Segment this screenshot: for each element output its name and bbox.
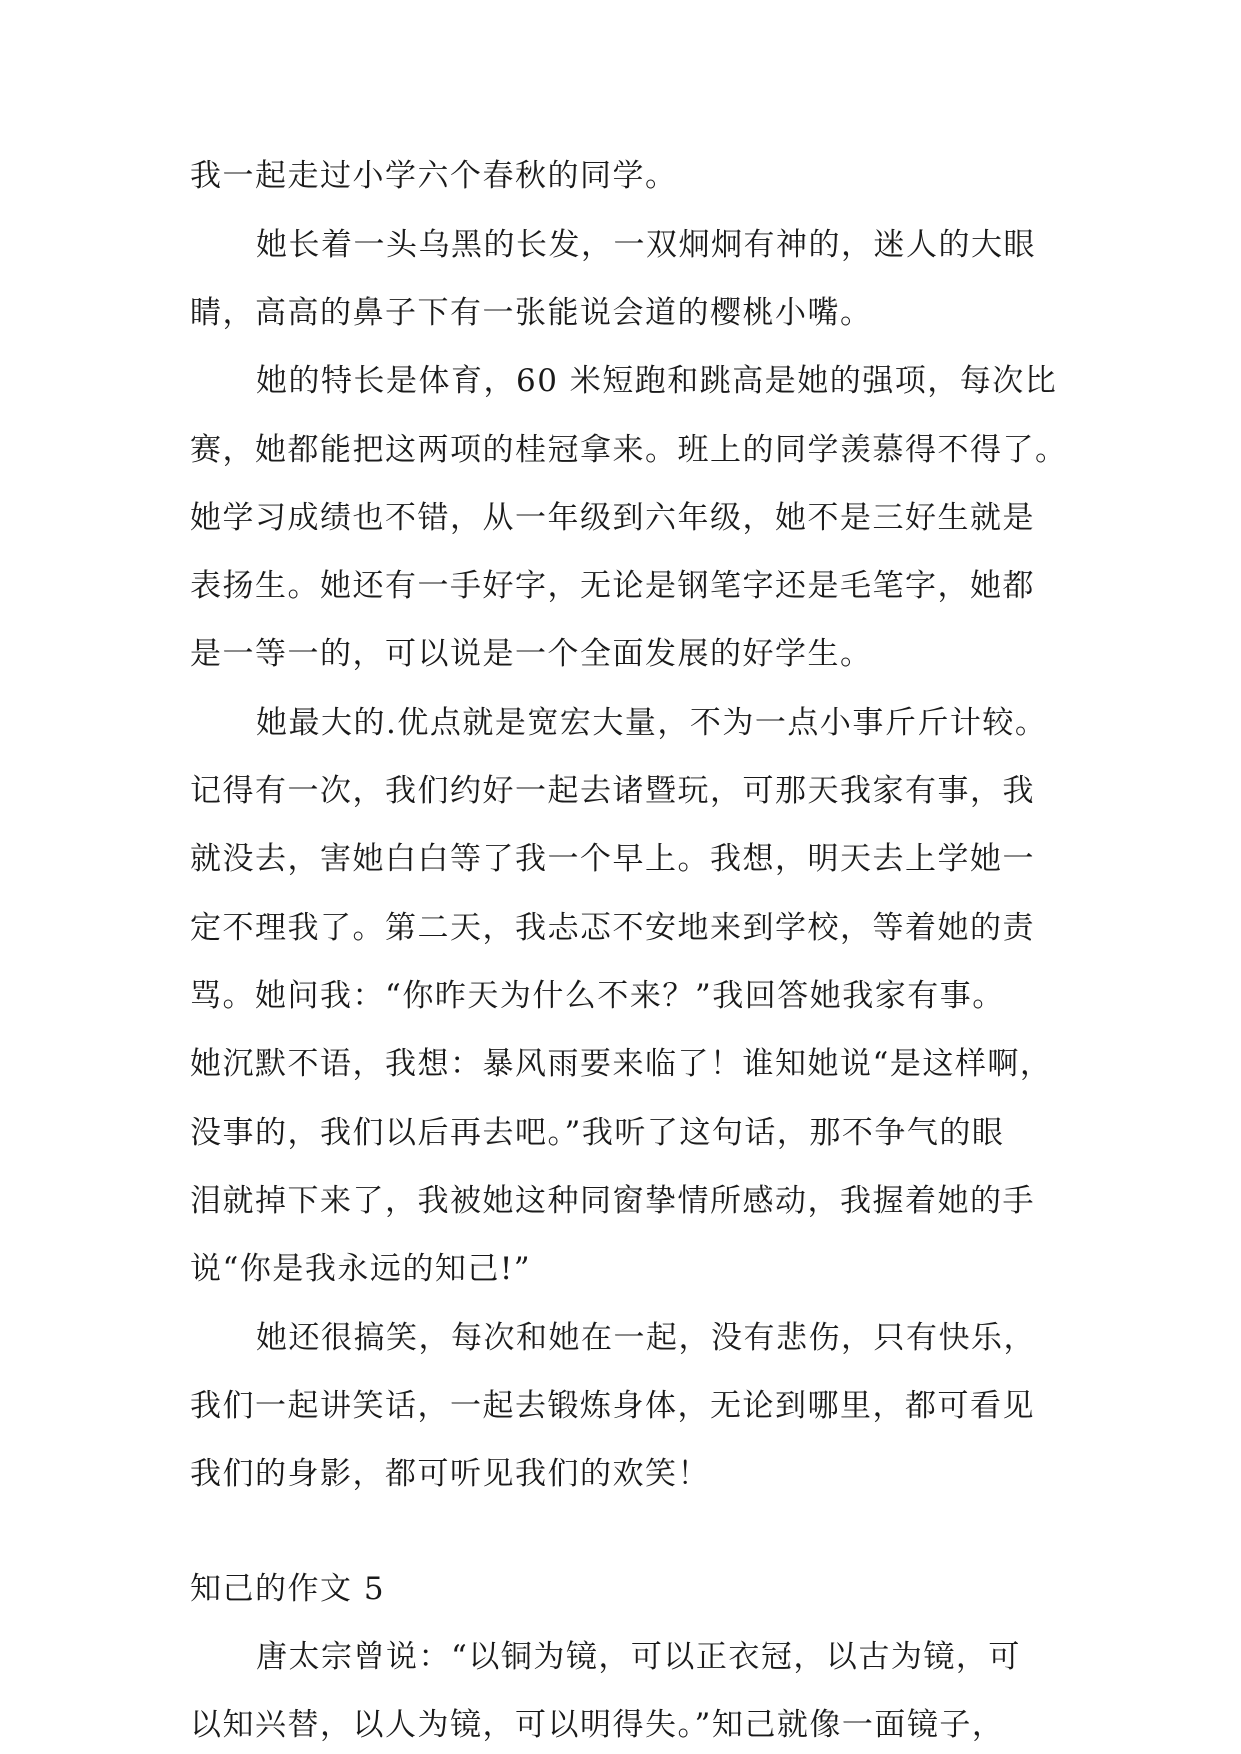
text-line: 是一等一的，可以说是一个全面发展的好学生。 <box>190 636 873 672</box>
text-line: 她学习成绩也不错，从一年级到六年级，她不是三好生就是 <box>190 500 1035 536</box>
paragraph-start-line: 她长着一头乌黑的长发，一双炯炯有神的，迷人的大眼 <box>256 227 1036 263</box>
text-line: 我们一起讲笑话，一起去锻炼身体，无论到哪里，都可看见 <box>190 1388 1035 1424</box>
text-line: 记得有一次，我们约好一起去诸暨玩，可那天我家有事，我 <box>190 773 1035 809</box>
paragraph-start-line: 唐太宗曾说：“以铜为镜，可以正衣冠，以古为镜，可 <box>256 1639 1021 1675</box>
paragraph-start-line: 她的特长是体育，60 米短跑和跳高是她的强项，每次比 <box>256 363 1058 399</box>
text-line: 没事的，我们以后再去吧。”我听了这句话，那不争气的眼 <box>190 1115 1005 1151</box>
text-line: 定不理我了。第二天，我忐忑不安地来到学校，等着她的责 <box>190 910 1035 946</box>
text-line: 泪就掉下来了，我被她这种同窗挚情所感动，我握着她的手 <box>190 1183 1035 1219</box>
paragraph-start-line: 她最大的.优点就是宽宏大量，不为一点小事斤斤计较。 <box>256 705 1048 741</box>
text-line: 以知兴替，以人为镜，可以明得失。”知己就像一面镜子， <box>190 1707 1005 1743</box>
text-line: 睛，高高的鼻子下有一张能说会道的樱桃小嘴。 <box>190 295 873 331</box>
paragraph-start-line: 她还很搞笑，每次和她在一起，没有悲伤，只有快乐， <box>256 1320 1036 1356</box>
text-line: 她沉默不语，我想：暴风雨要来临了！谁知她说“是这样啊， <box>190 1046 1053 1082</box>
text-line: 我们的身影，都可听见我们的欢笑！ <box>190 1456 710 1492</box>
text-line: 表扬生。她还有一手好字，无论是钢笔字还是毛笔字，她都 <box>190 568 1035 604</box>
section-heading: 知己的作文 5 <box>190 1571 386 1607</box>
text-line: 骂。她问我：“你昨天为什么不来？”我回答她我家有事。 <box>190 978 1005 1014</box>
text-line: 赛，她都能把这两项的桂冠拿来。班上的同学羡慕得不得了。 <box>190 432 1068 468</box>
text-line: 我一起走过小学六个春秋的同学。 <box>190 158 678 194</box>
text-line: 说“你是我永远的知己!” <box>190 1251 532 1287</box>
text-line: 就没去，害她白白等了我一个早上。我想，明天去上学她一 <box>190 841 1035 877</box>
